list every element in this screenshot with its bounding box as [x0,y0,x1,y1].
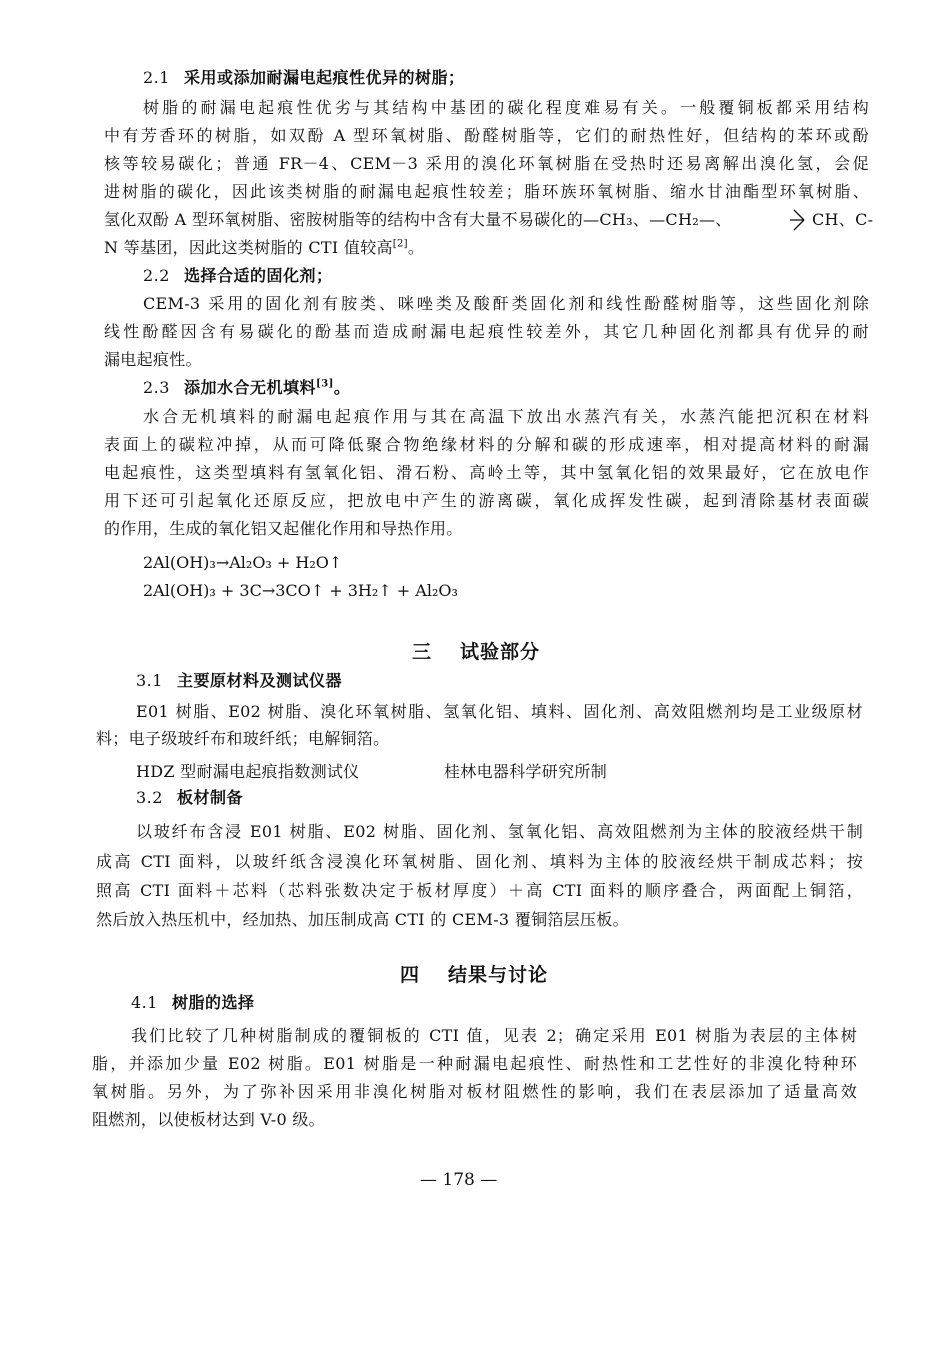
subsection-heading-4-1 [131,993,254,1013]
subsection-number: 3.2 [136,788,163,807]
section-title: 试验部分 [460,641,541,663]
structure-tail: CH、C- [812,210,874,229]
subsection-title: 添加水合无机填料 [183,378,316,397]
paragraph-line: 我们比较了几种树脂制成的覆铜板的 CTI 值，见表 2；确定采用 E01 树脂为表层的主体树 [131,1026,857,1045]
paragraph-line: 料；电子级玻纤布和玻纤纸；电解铜箔。 [96,729,390,748]
section-number: 三 [412,641,433,663]
subsection-title: 选择合适的固化剂； [183,266,333,285]
subsection-heading-3-1 [136,671,342,691]
subsection-number: 2.3 [143,378,170,397]
section-heading-3 [412,640,540,664]
paragraph-line: 的作用，生成的氧化铝又起催化作用和导热作用。 [104,519,463,538]
paragraph-line: 氢化双酚 A 型环氧树脂、密胺树脂等的结构中含有大量不易碳化的—CH₃、—CH₂—、 [104,210,732,229]
branched-structure-glyph [790,208,814,232]
paragraph-line: 水合无机填料的耐漏电起痕作用与其在高温下放出水蒸汽有关，水蒸汽能把沉积在材料 [143,407,869,426]
subsection-number: 4.1 [131,993,158,1012]
section-title: 结果与讨论 [448,964,549,986]
paragraph-line: 电起痕性，这类型填料有氢氧化铝、滑石粉、高岭土等，其中氢氧化铝的效果最好，它在放电作 [104,463,869,482]
paragraph-line: E01 树脂、E02 树脂、溴化环氧树脂、氢氧化铝、填料、固化剂、高效阻燃剂均是工业级原材 [136,702,863,721]
citation: [3] [315,378,334,390]
subsection-heading-3-2 [136,788,243,808]
paragraph-line: 阻燃剂，以使板材达到 V-0 级。 [92,1110,325,1129]
chemical-equation-1: 2Al(OH)₃→Al₂O₃ + H₂O↑ [143,553,343,572]
paragraph-line: 树脂的耐漏电起痕性优劣与其结构中基团的碳化程度难易有关。一般覆铜板都采用结构 [143,98,869,117]
paragraph-line-with-citation [104,238,424,258]
subsection-heading-2-3 [143,378,350,398]
section-number: 四 [400,964,421,986]
paragraph-line: 以玻纤布含浸 E01 树脂、E02 树脂、固化剂、氢氧化铝、高效阻燃剂为主体的胶液经烘干制 [136,822,863,841]
page-number: — 178 — [420,1170,498,1190]
citation: [2] [392,238,408,250]
paragraph-line: 氧树脂。另外，为了弥补因采用非溴化树脂对板材阻燃性的影响，我们在表层添加了适量高效 [92,1082,857,1101]
paragraph-line: 线性酚醛因含有易碳化的酚基而造成耐漏电起痕性较差外，其它几种固化剂都具有优异的耐 [104,322,869,341]
paragraph-line: 漏电起痕性。 [104,350,202,369]
subsection-heading-2-2 [143,266,332,286]
subsection-title: 树脂的选择 [171,993,255,1012]
subsection-number: 2.2 [143,266,170,285]
section-heading-4 [400,963,548,987]
subsection-title: 采用或添加耐漏电起痕性优异的树脂； [183,68,465,87]
sentence-end: 。 [333,378,351,397]
paragraph-line: 脂，并添加少量 E02 树脂。E01 树脂是一种耐漏电起痕性、耐热性和工艺性好的非溴化特种环 [92,1054,857,1073]
paragraph-line: 中有芳香环的树脂，如双酚 A 型环氧树脂、酚醛树脂等，它们的耐热性好，但结构的苯环或酚 [104,126,869,145]
paragraph-line: 照高 CTI 面料＋芯料（芯料张数决定于板材厚度）＋高 CTI 面料的顺序叠合，两面配上铜箔， [96,881,863,900]
subsection-number: 3.1 [136,671,163,690]
paragraph-line: 成高 CTI 面料，以玻纤纸含浸溴化环氧树脂、固化剂、填料为主体的胶液经烘干制成芯料；按 [96,852,863,871]
subsection-number: 2.1 [143,68,170,87]
paragraph-line: 表面上的碳粒冲掉，从而可降低聚合物绝缘材料的分解和碳的形成速率，相对提高材料的耐漏 [104,435,869,454]
subsection-title: 主要原材料及测试仪器 [176,671,342,690]
chemical-equation-2: 2Al(OH)₃ + 3C→3CO↑ + 3H₂↑ + Al₂O₃ [143,581,458,600]
paragraph-line: 然后放入热压机中，经加热、加压制成高 CTI 的 CEM-3 覆铜箔层压板。 [96,910,629,929]
subsection-title: 板材制备 [176,788,243,807]
paragraph-line: 核等较易碳化；普通 FR－4、CEM－3 采用的溴化环氧树脂在受热时还易离解出溴化氢，会促 [104,154,869,173]
paragraph-text: N 等基团，因此这类树脂的 CTI 值较高 [104,238,393,257]
instrument-maker: 桂林电器科学研究所制 [444,762,608,781]
subsection-heading-2-1 [143,68,464,88]
sentence-end: 。 [407,238,425,257]
paragraph-line: 用下还可引起氧化还原反应，把放电中产生的游离碳，氧化成挥发性碳，起到清除基材表面碳 [104,491,869,510]
paragraph-line: 进树脂的碳化，因此该类树脂的耐漏电起痕性较差；脂环族环氧树脂、缩水甘油酯型环氧树脂、 [104,182,869,201]
branched-structure-icon [790,208,814,232]
paragraph-line: CEM-3 采用的固化剂有胺类、咪唑类及酸酐类固化剂和线性酚醛树脂等，这些固化剂除 [143,294,869,313]
instrument-name: HDZ 型耐漏电起痕指数测试仪 [136,762,360,781]
